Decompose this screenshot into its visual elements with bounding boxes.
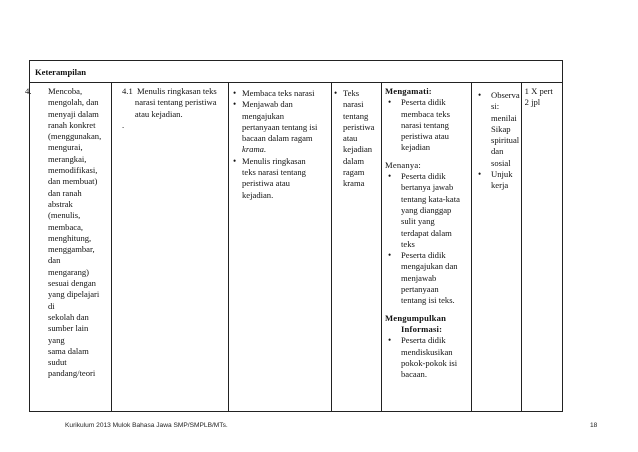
- learning-activities-cell: [229, 83, 332, 412]
- time-line: 2 jpl: [524, 97, 541, 108]
- competency-line: Mencoba,: [48, 86, 83, 96]
- mengumpulkan-heading: Mengumpulkan: [385, 312, 447, 323]
- assessment-cell: [472, 83, 522, 412]
- assessment-item: [475, 169, 520, 192]
- competency-line: merangkai,: [48, 153, 87, 164]
- mengamati-heading: Mengamati:: [385, 86, 432, 96]
- activity-item-line: peristiwa atau: [242, 178, 290, 189]
- competency-line: menggambar, dan: [48, 244, 95, 266]
- competency-line: dan membuat): [48, 176, 98, 187]
- menanya-item-line: pertanyaan: [401, 284, 439, 295]
- menanya-item-line: bertanya jawab: [401, 182, 454, 193]
- competency-text: [30, 83, 111, 380]
- competency-line: (menggunakan,: [48, 131, 102, 142]
- section-header: Keterampilan: [35, 67, 87, 77]
- indicator-dot: .: [122, 119, 125, 130]
- time-line: 1 X pert: [524, 86, 553, 96]
- mengamati-item-line: membaca teks: [401, 108, 450, 119]
- menanya-item-line: terdapat dalam: [401, 227, 452, 238]
- material-cell: [332, 83, 382, 412]
- informasi-heading: Informasi:: [401, 323, 443, 334]
- competency-number: 4.: [25, 86, 32, 96]
- activity-item-line: pertanyaan tentang isi: [242, 121, 318, 132]
- assessment-item-line: dan: [491, 146, 504, 157]
- mengumpulkan-item-line: mendiskusikan: [401, 346, 453, 357]
- menanya-item-line: • Peserta didik: [401, 250, 446, 261]
- material-item-line: peristiwa: [343, 121, 375, 132]
- competency-line: ranah konkret: [48, 119, 96, 130]
- syllabus-table: [25, 60, 563, 412]
- assessment-item-line: menilai: [491, 112, 517, 123]
- activity-item-line: • Menjawab dan: [242, 99, 293, 110]
- competency-line: sekolah dan: [48, 311, 89, 322]
- mengamati-item-line: narasi tentang: [401, 119, 449, 130]
- menanya-item: [385, 250, 468, 306]
- activity-item: [232, 99, 329, 155]
- mengumpulkan-list: [385, 335, 468, 380]
- competency-line: (menulis,: [48, 210, 81, 221]
- header-row: [30, 61, 563, 83]
- competency-line: menyaji dalam: [48, 108, 99, 119]
- assessment-item-line: Sikap: [491, 123, 511, 134]
- learning-activities-list: [229, 83, 331, 201]
- competency-line: dan ranah abstrak: [48, 187, 82, 209]
- indicator-line: 4.1 Menulis ringkasan teks: [122, 86, 217, 96]
- header-cell: [30, 61, 563, 83]
- assessment-list: [472, 83, 521, 192]
- activity-item-line: krama.: [242, 144, 267, 155]
- menanya-list: [385, 171, 468, 307]
- material-item-line: krama: [343, 178, 365, 189]
- activity-item: [232, 88, 329, 99]
- competency-line: mengurai,: [48, 142, 83, 153]
- activity-item-line: teks narasi tentang: [242, 167, 306, 178]
- competency-line: menghitung,: [48, 232, 92, 243]
- indicator-line: atau kejadian.: [122, 108, 183, 119]
- assessment-item: [475, 90, 520, 169]
- competency-line: sama dalam sudut: [48, 345, 89, 368]
- indicator-line: narasi tentang peristiwa: [122, 97, 217, 108]
- activity-item-line: • Membaca teks narasi: [242, 88, 315, 98]
- indicator-text: [112, 83, 228, 120]
- content-row: [30, 83, 563, 412]
- mengamati-item-line: • Peserta didik: [401, 97, 446, 108]
- assessment-item-line: spiritual: [491, 135, 520, 146]
- mengumpulkan-item: [385, 335, 468, 380]
- competency-line: sesuai dengan: [48, 278, 96, 289]
- mengumpulkan-item-line: pokok-pokok isi: [401, 357, 458, 368]
- competency-line: sumber lain yang: [48, 323, 89, 345]
- activity-item-line: bacaan dalam ragam: [242, 133, 313, 144]
- assessment-item-line: sosial: [491, 157, 511, 168]
- assessment-item-line: kerja: [491, 180, 509, 191]
- material-item-line: dalam: [343, 155, 364, 166]
- mengumpulkan-item-line: bacaan.: [401, 369, 427, 380]
- page-number: 18: [590, 422, 598, 429]
- assessment-item-line: si:: [491, 101, 500, 112]
- footer-title: Kurikulum 2013 Mulok Bahasa Jawa SMP/SMPLB/MTs.: [65, 422, 228, 429]
- menanya-item-line: mengajukan dan: [401, 261, 458, 272]
- mengamati-item-line: peristiwa atau: [401, 131, 449, 142]
- menanya-heading: Menanya:: [385, 159, 421, 170]
- material-item-line: narasi: [343, 99, 364, 110]
- competency-cell: [25, 83, 112, 412]
- time-allocation-cell: [521, 83, 562, 412]
- menanya-item-line: menjawab: [401, 272, 437, 283]
- assessment-item-line: • Observa: [491, 90, 520, 100]
- mengamati-list: [385, 97, 468, 153]
- competency-line: mengolah, dan: [48, 97, 99, 108]
- competency-line: pandang/teori: [48, 368, 96, 379]
- time-allocation-text: [522, 83, 562, 109]
- competency-line: mengarang): [48, 266, 90, 277]
- competency-line: yang dipelajari di: [48, 289, 100, 311]
- material-item-line: kejadian: [343, 144, 373, 155]
- mengamati-item: [385, 97, 468, 153]
- menanya-item: [385, 171, 468, 250]
- competency-line: memodifikasi,: [48, 165, 98, 176]
- menanya-item-line: sulit yang: [401, 216, 435, 227]
- activity-item-line: • Menulis ringkasan: [242, 155, 306, 166]
- competency-line: membaca,: [48, 221, 84, 232]
- material-item-line: tentang: [343, 110, 369, 121]
- indicator-cell: [112, 83, 229, 412]
- mengumpulkan-item-line: • Peserta didik: [401, 335, 446, 346]
- menanya-item-line: tentang isi teks.: [401, 295, 455, 306]
- mengamati-item-line: kejadian: [401, 142, 431, 153]
- menanya-item-line: • Peserta didik: [401, 171, 446, 182]
- menanya-item-line: yang dianggap: [401, 204, 452, 215]
- scientific-steps-cell: [382, 83, 472, 412]
- material-item-line: • Teks: [343, 88, 360, 98]
- material-item: [333, 88, 380, 190]
- material-item-line: atau: [343, 133, 358, 144]
- menanya-item-line: teks: [401, 238, 415, 249]
- menanya-item-line: tentang kata-kata: [401, 193, 460, 204]
- assessment-item-line: • Unjuk: [491, 169, 513, 180]
- activity-item: [232, 156, 329, 201]
- activity-item-line: kejadian.: [242, 189, 274, 200]
- material-item-line: ragam: [343, 167, 365, 178]
- material-list: [332, 83, 381, 190]
- activity-item-line: mengajukan: [242, 110, 284, 121]
